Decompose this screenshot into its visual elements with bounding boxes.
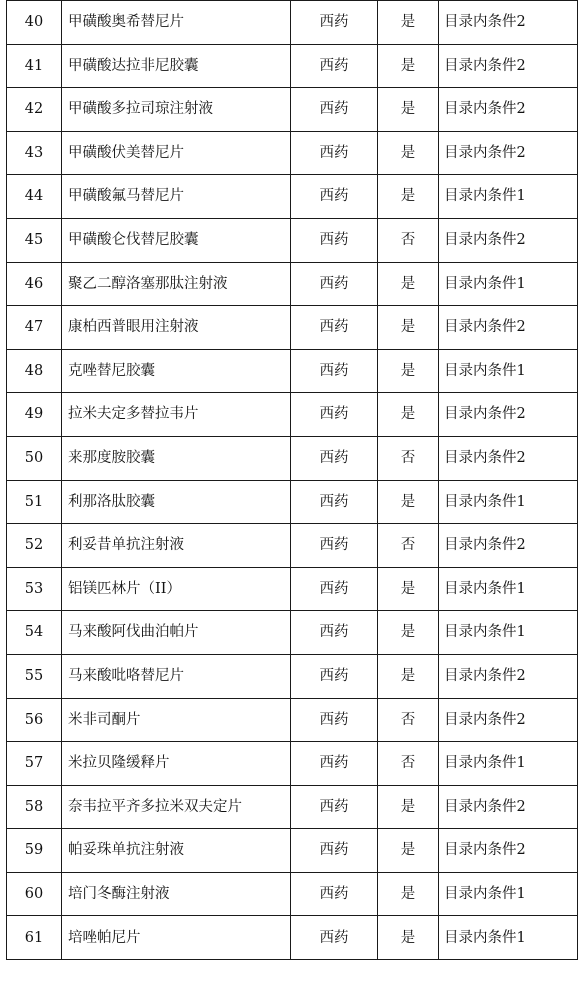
condition-cell: 目录内条件1 [439,262,578,306]
condition-cell: 目录内条件2 [439,436,578,480]
row-number-cell: 51 [7,480,62,524]
table-row [7,306,578,350]
table-row [7,1,578,45]
drug-list-table-container [6,0,578,960]
condition-cell: 目录内条件2 [439,524,578,568]
condition-cell: 目录内条件2 [439,785,578,829]
row-number-cell: 60 [7,872,62,916]
row-number-cell: 46 [7,262,62,306]
drug-type-cell: 西药 [291,698,378,742]
drug-name-cell: 甲磺酸仑伐替尼胶囊 [62,218,291,262]
row-number-cell: 47 [7,306,62,350]
flag-cell: 是 [378,1,439,45]
table-row [7,916,578,960]
drug-type-cell: 西药 [291,916,378,960]
drug-type-cell: 西药 [291,742,378,786]
drug-type-cell: 西药 [291,1,378,45]
row-number-cell: 40 [7,1,62,45]
condition-cell: 目录内条件1 [439,175,578,219]
condition-cell: 目录内条件2 [439,131,578,175]
condition-cell: 目录内条件2 [439,88,578,132]
row-number-cell: 42 [7,88,62,132]
drug-type-cell: 西药 [291,306,378,350]
table-row [7,698,578,742]
flag-cell: 是 [378,349,439,393]
table-row [7,785,578,829]
flag-cell: 否 [378,524,439,568]
row-number-cell: 45 [7,218,62,262]
drug-name-cell: 马来酸吡咯替尼片 [62,654,291,698]
flag-cell: 是 [378,654,439,698]
row-number-cell: 61 [7,916,62,960]
drug-type-cell: 西药 [291,524,378,568]
drug-name-cell: 康柏西普眼用注射液 [62,306,291,350]
condition-cell: 目录内条件1 [439,567,578,611]
drug-type-cell: 西药 [291,654,378,698]
drug-name-cell: 甲磺酸氟马替尼片 [62,175,291,219]
row-number-cell: 53 [7,567,62,611]
drug-name-cell: 培唑帕尼片 [62,916,291,960]
drug-name-cell: 奈韦拉平齐多拉米双夫定片 [62,785,291,829]
table-row [7,393,578,437]
flag-cell: 是 [378,480,439,524]
table-row [7,567,578,611]
table-row [7,524,578,568]
table-row [7,349,578,393]
table-row [7,480,578,524]
condition-cell: 目录内条件2 [439,393,578,437]
flag-cell: 是 [378,306,439,350]
flag-cell: 是 [378,262,439,306]
table-row [7,436,578,480]
flag-cell: 是 [378,916,439,960]
condition-cell: 目录内条件1 [439,480,578,524]
flag-cell: 是 [378,829,439,873]
table-row [7,654,578,698]
drug-name-cell: 聚乙二醇洛塞那肽注射液 [62,262,291,306]
flag-cell: 是 [378,44,439,88]
table-row [7,611,578,655]
drug-name-cell: 甲磺酸多拉司琼注射液 [62,88,291,132]
row-number-cell: 57 [7,742,62,786]
drug-list-table-body [7,1,578,960]
flag-cell: 否 [378,436,439,480]
condition-cell: 目录内条件2 [439,44,578,88]
condition-cell: 目录内条件1 [439,916,578,960]
row-number-cell: 49 [7,393,62,437]
drug-name-cell: 培门冬酶注射液 [62,872,291,916]
condition-cell: 目录内条件1 [439,611,578,655]
drug-type-cell: 西药 [291,262,378,306]
condition-cell: 目录内条件2 [439,829,578,873]
drug-list-table [6,0,578,960]
drug-type-cell: 西药 [291,393,378,437]
drug-type-cell: 西药 [291,349,378,393]
condition-cell: 目录内条件2 [439,1,578,45]
table-row [7,829,578,873]
drug-type-cell: 西药 [291,480,378,524]
table-row [7,131,578,175]
row-number-cell: 48 [7,349,62,393]
drug-name-cell: 来那度胺胶囊 [62,436,291,480]
drug-type-cell: 西药 [291,436,378,480]
drug-name-cell: 甲磺酸达拉非尼胶囊 [62,44,291,88]
flag-cell: 是 [378,872,439,916]
row-number-cell: 50 [7,436,62,480]
row-number-cell: 52 [7,524,62,568]
flag-cell: 是 [378,175,439,219]
drug-type-cell: 西药 [291,175,378,219]
drug-type-cell: 西药 [291,88,378,132]
flag-cell: 是 [378,785,439,829]
drug-name-cell: 帕妥珠单抗注射液 [62,829,291,873]
flag-cell: 否 [378,218,439,262]
drug-name-cell: 米非司酮片 [62,698,291,742]
condition-cell: 目录内条件2 [439,218,578,262]
drug-type-cell: 西药 [291,44,378,88]
drug-name-cell: 铝镁匹林片（II） [62,567,291,611]
condition-cell: 目录内条件2 [439,698,578,742]
table-row [7,262,578,306]
drug-name-cell: 利妥昔单抗注射液 [62,524,291,568]
row-number-cell: 56 [7,698,62,742]
drug-type-cell: 西药 [291,829,378,873]
drug-name-cell: 甲磺酸奥希替尼片 [62,1,291,45]
table-row [7,218,578,262]
flag-cell: 否 [378,698,439,742]
flag-cell: 是 [378,567,439,611]
row-number-cell: 59 [7,829,62,873]
table-row [7,44,578,88]
condition-cell: 目录内条件1 [439,349,578,393]
drug-name-cell: 克唑替尼胶囊 [62,349,291,393]
drug-type-cell: 西药 [291,567,378,611]
row-number-cell: 44 [7,175,62,219]
row-number-cell: 54 [7,611,62,655]
drug-name-cell: 利那洛肽胶囊 [62,480,291,524]
drug-type-cell: 西药 [291,872,378,916]
table-row [7,742,578,786]
drug-type-cell: 西药 [291,218,378,262]
table-row [7,872,578,916]
drug-name-cell: 甲磺酸伏美替尼片 [62,131,291,175]
condition-cell: 目录内条件1 [439,742,578,786]
drug-type-cell: 西药 [291,611,378,655]
drug-name-cell: 米拉贝隆缓释片 [62,742,291,786]
table-row [7,88,578,132]
drug-type-cell: 西药 [291,785,378,829]
row-number-cell: 55 [7,654,62,698]
flag-cell: 是 [378,131,439,175]
flag-cell: 否 [378,742,439,786]
row-number-cell: 41 [7,44,62,88]
drug-type-cell: 西药 [291,131,378,175]
drug-name-cell: 拉米夫定多替拉韦片 [62,393,291,437]
row-number-cell: 58 [7,785,62,829]
condition-cell: 目录内条件1 [439,872,578,916]
flag-cell: 是 [378,88,439,132]
condition-cell: 目录内条件2 [439,306,578,350]
condition-cell: 目录内条件2 [439,654,578,698]
flag-cell: 是 [378,611,439,655]
table-row [7,175,578,219]
row-number-cell: 43 [7,131,62,175]
flag-cell: 是 [378,393,439,437]
drug-name-cell: 马来酸阿伐曲泊帕片 [62,611,291,655]
